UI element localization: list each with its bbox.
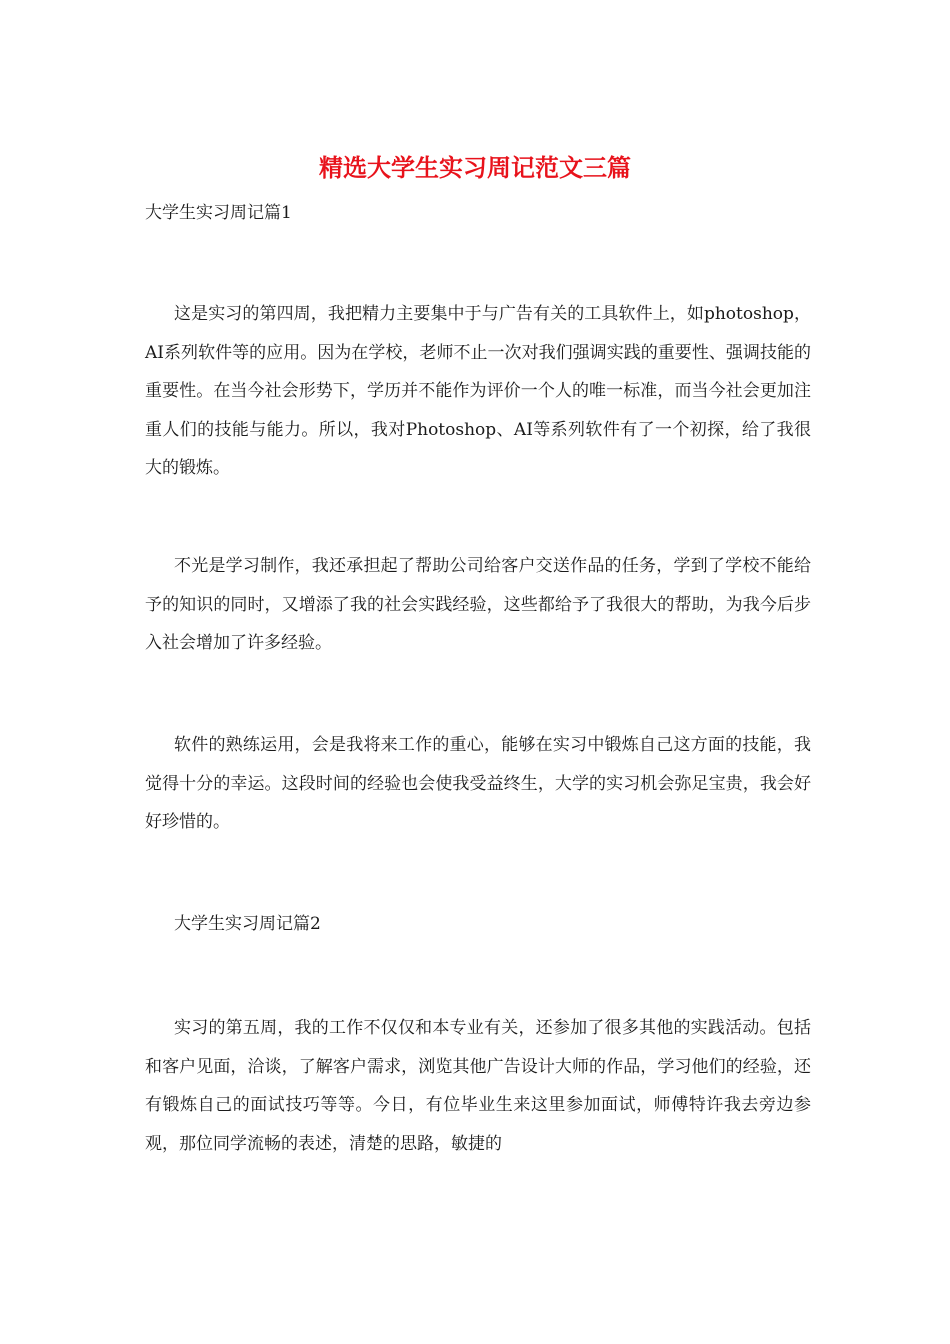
paragraph-3: 软件的熟练运用，会是我将来工作的重心，能够在实习中锻炼自己这方面的技能，我觉得十分的幸运。这段时间的经验也会使我受益终生，大学的实习机会弥足宝贵，我会好好珍惜的。 [145,735,811,832]
document-title: 精选大学生实习周记范文三篇 [319,153,631,182]
section-heading-2: 大学生实习周记篇2 [174,914,321,934]
paragraph-4: 实习的第五周，我的工作不仅仅和本专业有关，还参加了很多其他的实践活动。包括和客户见面，洽谈，了解客户需求，浏览其他广告设计大师的作品，学习他们的经验，还有锻炼自己的面试技巧等等。今日，有位毕业生来这里参加面试，师傅特许我去旁边参观，那位同学流畅的表述，清楚的思路，敏捷的 [145,1018,811,1154]
paragraph-2: 不光是学习制作，我还承担起了帮助公司给客户交送作品的任务，学到了学校不能给予的知识的同时，又增添了我的社会实践经验，这些都给予了我很大的帮助，为我今后步入社会增加了许多经验。 [145,556,811,653]
paragraph-1: 这是实习的第四周，我把精力主要集中于与广告有关的工具软件上，如photoshop，AI系列软件等的应用。因为在学校，老师不止一次对我们强调实践的重要性、强调技能的重要性。在当今社会形势下，学历并不能作为评价一个人的唯一标准，而当今社会更加注重人们的技能与能力。所以，我对Photoshop、AI等系列软件有了一个初探，给了我很大的锻炼。 [145,304,811,478]
section-heading-1: 大学生实习周记篇1 [145,203,292,223]
